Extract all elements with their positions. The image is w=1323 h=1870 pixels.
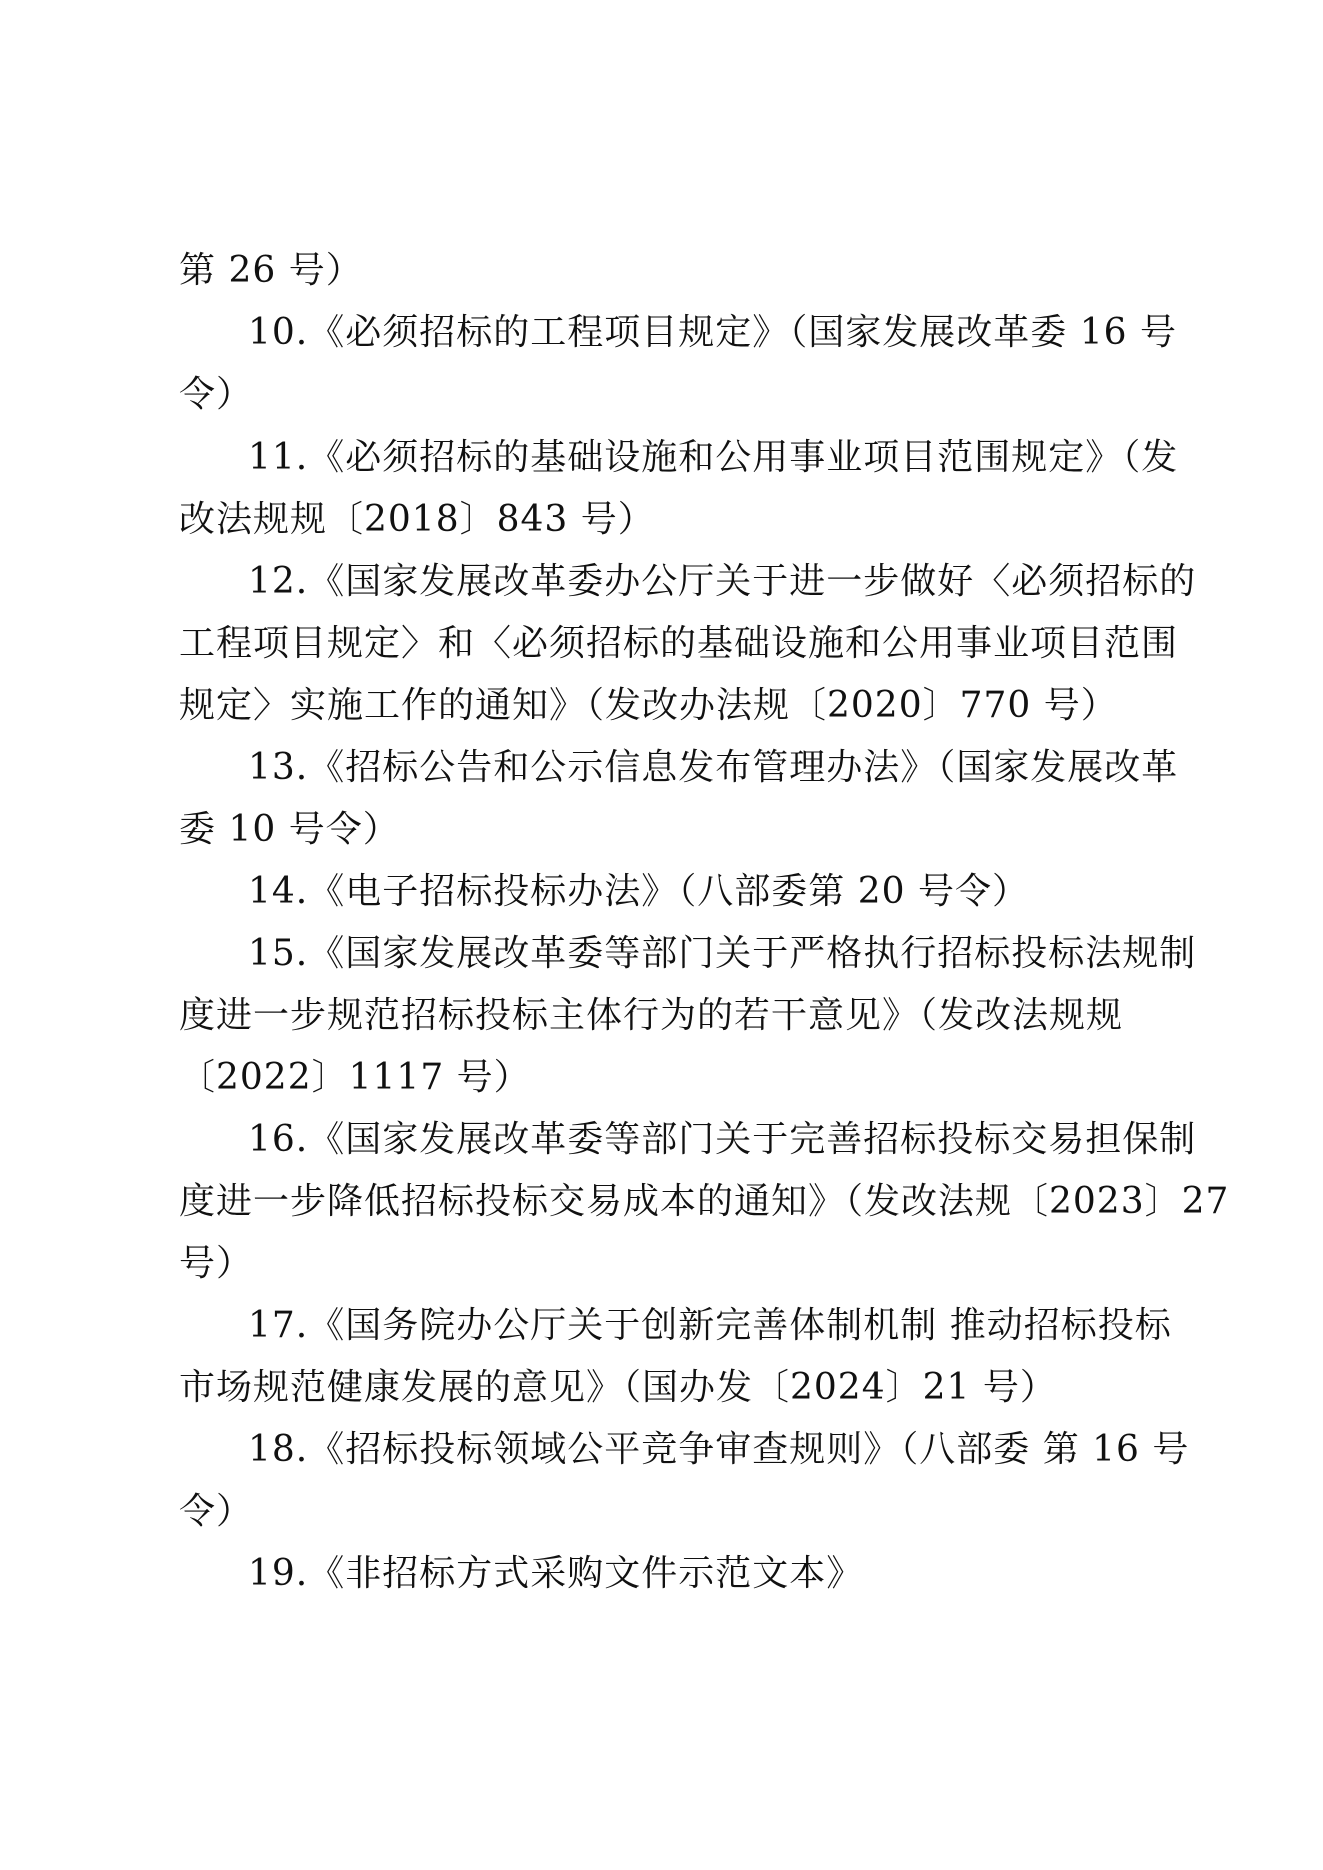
list-item-11 [0, 427, 1323, 489]
list-item-14 [0, 861, 1323, 923]
text-line [0, 240, 1323, 302]
text-line-content: 10.《必须招标的工程项目规定》（国家发展改革委 16 号 [248, 312, 1177, 353]
text-line [0, 489, 1323, 551]
text-line [0, 1233, 1323, 1295]
text-line-content: 12.《国家发展改革委办公厅关于进一步做好〈必须招标的 [248, 561, 1197, 602]
text-line-content: 度进一步规范招标投标主体行为的若干意见》（发改法规规 [179, 995, 1124, 1036]
text-line-content: 第 26 号） [179, 250, 363, 291]
text-line [0, 799, 1323, 861]
text-line-content: 号） [179, 1243, 254, 1284]
text-line-content: 19.《非招标方式采购文件示范文本》 [248, 1553, 864, 1594]
text-line-content: 14.《电子招标投标办法》（八部委第 20 号令） [248, 871, 1029, 912]
list-item-12 [0, 551, 1323, 613]
list-item-13 [0, 737, 1323, 799]
text-line-content: 市场规范健康发展的意见》（国办发〔2024〕21 号） [179, 1367, 1057, 1408]
text-line-content: 13.《招标公告和公示信息发布管理办法》（国家发展改革 [248, 747, 1179, 788]
text-line-content: 令） [179, 374, 254, 415]
text-line [0, 1171, 1323, 1233]
list-item-18 [0, 1419, 1323, 1481]
list-item-19 [0, 1543, 1323, 1605]
text-line-content: 17.《国务院办公厅关于创新完善体制机制 推动招标投标 [248, 1305, 1172, 1346]
text-line-content: 委 10 号令） [179, 809, 400, 850]
list-item-10 [0, 302, 1323, 364]
text-line-content: 度进一步降低招标投标交易成本的通知》（发改法规〔2023〕27 [179, 1181, 1230, 1222]
text-line [0, 985, 1323, 1047]
text-line [0, 1047, 1323, 1109]
text-line [0, 613, 1323, 675]
list-item-15 [0, 923, 1323, 985]
text-line [0, 1481, 1323, 1543]
text-line-content: 11.《必须招标的基础设施和公用事业项目范围规定》（发 [248, 437, 1179, 478]
text-line-content: 工程项目规定〉和〈必须招标的基础设施和公用事业项目范围 [179, 623, 1179, 664]
text-line-content: 〔2022〕1117 号） [179, 1057, 531, 1098]
text-line [0, 364, 1323, 426]
text-line-content: 15.《国家发展改革委等部门关于严格执行招标投标法规制 [248, 933, 1197, 974]
text-line [0, 1357, 1323, 1419]
text-line-content: 令） [179, 1491, 254, 1532]
text-line-content: 16.《国家发展改革委等部门关于完善招标投标交易担保制 [248, 1119, 1197, 1160]
text-line-content: 改法规规〔2018〕843 号） [179, 499, 655, 540]
text-line [0, 675, 1323, 737]
text-line-content: 18.《招标投标领域公平竞争审查规则》（八部委 第 16 号 [248, 1429, 1190, 1470]
list-item-16 [0, 1109, 1323, 1171]
list-item-17 [0, 1295, 1323, 1357]
text-line-content: 规定〉实施工作的通知》（发改办法规〔2020〕770 号） [179, 685, 1118, 726]
